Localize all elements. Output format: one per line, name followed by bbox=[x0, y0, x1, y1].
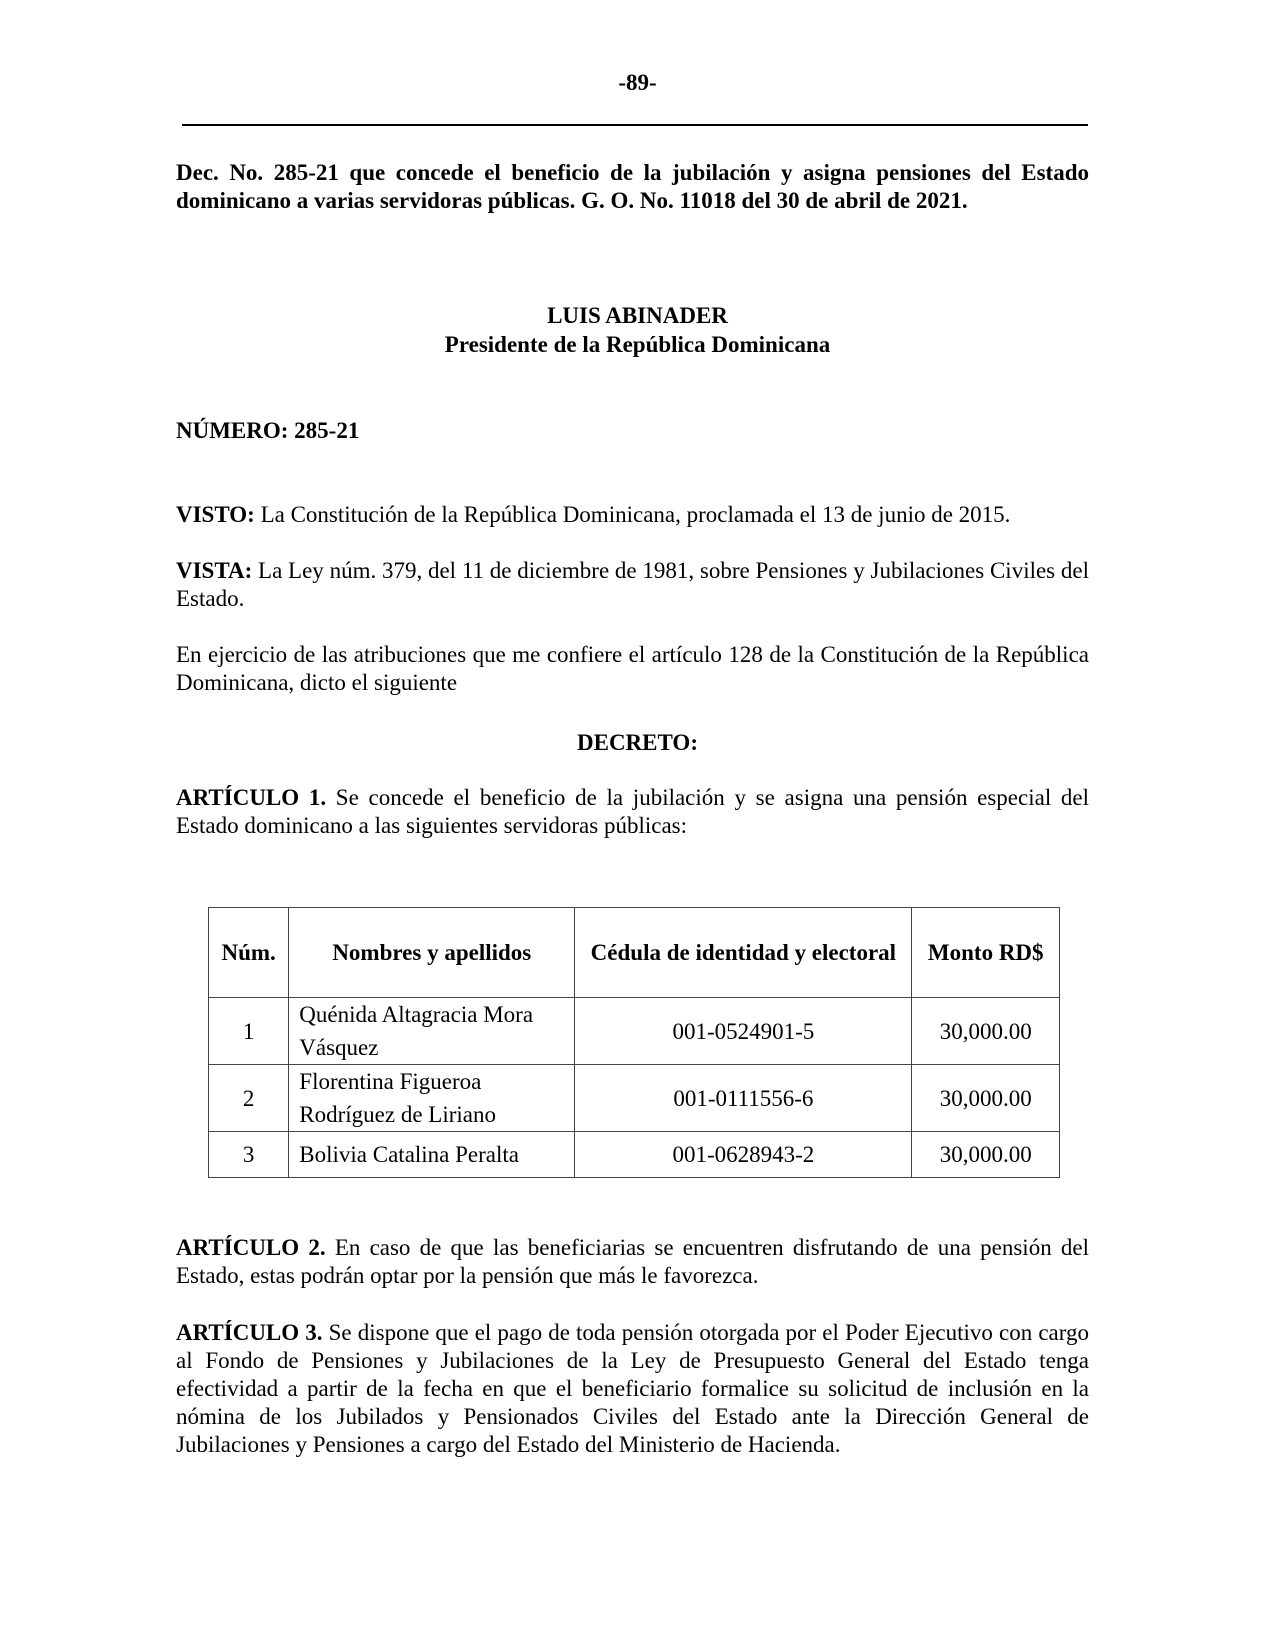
articulo1-text: Se concede el beneficio de la jubilación y se asigna una pensión especial del Estado dominicano a las siguientes servidoras públicas: bbox=[176, 785, 1090, 838]
articulo2-paragraph bbox=[176, 1234, 1089, 1290]
decreto-title: DECRETO: bbox=[577, 730, 698, 755]
cell-name: Quénida Altagracia Mora Vásquez bbox=[289, 998, 575, 1065]
ejercicio-paragraph: En ejercicio de las atribuciones que me confiere el artículo 128 de la Constitución de la República Dominicana, dicto el siguiente bbox=[176, 642, 1089, 695]
articulo3-label: ARTÍCULO 3. bbox=[176, 1320, 323, 1345]
president-name: LUIS ABINADER bbox=[547, 303, 728, 328]
visto-label: VISTO: bbox=[176, 502, 255, 527]
header-num: Núm. bbox=[209, 908, 289, 998]
articulo2-label: ARTÍCULO 2. bbox=[176, 1235, 326, 1260]
cell-monto: 30,000.00 bbox=[912, 998, 1060, 1065]
header-name: Nombres y apellidos bbox=[289, 908, 575, 998]
articulo3-paragraph bbox=[176, 1319, 1089, 1459]
cell-monto: 30,000.00 bbox=[912, 1065, 1060, 1132]
vista-label: VISTA: bbox=[176, 558, 253, 583]
header-cedula: Cédula de identidad y electoral bbox=[575, 908, 912, 998]
table-row bbox=[209, 998, 1060, 1065]
cell-name: Florentina Figueroa Rodríguez de Liriano bbox=[289, 1065, 575, 1132]
articulo3-text: Se dispone que el pago de toda pensión otorgada por el Poder Ejecutivo con cargo al Fondo de Pensiones y Jubilaciones de la Ley de Presupuesto General del Estado tenga efectividad a partir de la fecha en que el beneficiario formalice su solicitud de inclusión en la nómina de los Jubilados y Pensionados Civiles del Estado ante la Dirección General de Jubilaciones y Pensiones a cargo del Estado del Ministerio de Hacienda. bbox=[176, 1320, 1089, 1457]
cell-cedula: 001-0111556-6 bbox=[575, 1065, 912, 1132]
articulo2-text: En caso de que las beneficiarias se encuentren disfrutando de una pensión del Estado, estas podrán optar por la pensión que más le favorezca. bbox=[176, 1235, 1089, 1288]
vista-paragraph bbox=[176, 557, 1089, 613]
vista-text: La Ley núm. 379, del 11 de diciembre de 1981, sobre Pensiones y Jubilaciones Civiles del Estado. bbox=[176, 558, 1089, 611]
cell-monto: 30,000.00 bbox=[912, 1132, 1060, 1178]
cell-num: 2 bbox=[209, 1065, 289, 1132]
decree-number: NÚMERO: 285-21 bbox=[176, 418, 360, 443]
decree-heading: Dec. No. 285-21 que concede el beneficio de la jubilación y asigna pensiones del Estado dominicano a varias servidoras públicas. G. O. No. 11018 del 30 de abril de 2021. bbox=[176, 160, 1089, 213]
visto-text: La Constitución de la República Dominicana, proclamada el 13 de junio de 2015. bbox=[254, 502, 1011, 527]
pensioners-table bbox=[208, 907, 1060, 1178]
table-row bbox=[209, 1132, 1060, 1178]
table-header-row bbox=[209, 908, 1060, 998]
header-rule bbox=[182, 124, 1088, 126]
cell-cedula: 001-0524901-5 bbox=[575, 998, 912, 1065]
cell-num: 1 bbox=[209, 998, 289, 1065]
visto-paragraph bbox=[176, 501, 1089, 529]
president-title: Presidente de la República Dominicana bbox=[444, 332, 831, 357]
articulo1-paragraph bbox=[176, 784, 1089, 840]
cell-cedula: 001-0628943-2 bbox=[575, 1132, 912, 1178]
page-number: -89- bbox=[618, 70, 657, 95]
header-monto: Monto RD$ bbox=[912, 908, 1060, 998]
articulo1-label: ARTÍCULO 1. bbox=[176, 785, 327, 810]
table-row bbox=[209, 1065, 1060, 1132]
cell-name: Bolivia Catalina Peralta bbox=[289, 1132, 575, 1178]
cell-num: 3 bbox=[209, 1132, 289, 1178]
